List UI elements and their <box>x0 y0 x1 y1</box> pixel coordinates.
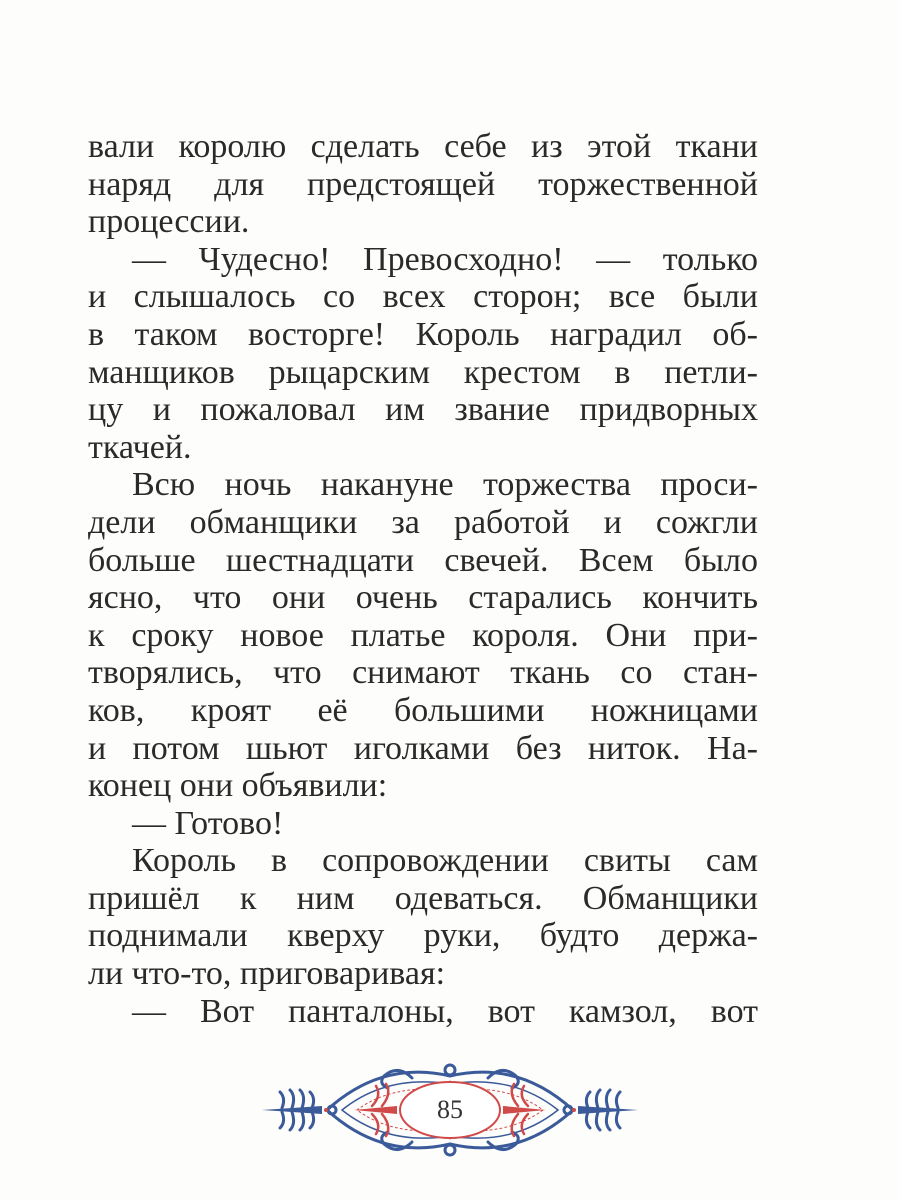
text-line: творялись, что снимают ткань со стан- <box>88 654 758 692</box>
text-line: в таком восторге! Король наградил об- <box>88 315 758 353</box>
text-line: дели обманщики за работой и сожгли <box>88 503 758 541</box>
text-line: ков, кроят её большими ножницами <box>88 691 758 729</box>
page-number: 85 <box>437 1095 463 1124</box>
text-line: — Чудесно! Превосходно! — только <box>132 240 758 278</box>
text-line: вали королю сделать себе из этой ткани <box>88 128 758 165</box>
text-line: — Готово! <box>132 804 284 842</box>
text-line: ткачей. <box>88 428 192 466</box>
text-line: наряд для предстоящей торжественной <box>88 165 758 203</box>
text-line: ли что-то, приговаривая: <box>88 955 446 993</box>
text-line: цу и пожаловал им звание придворных <box>88 391 758 429</box>
text-line: ясно, что они очень старались кончить <box>88 579 758 617</box>
text-line: и слышалось со всех сторон; все были <box>88 278 758 316</box>
text-line: к сроку новое платье короля. Они при- <box>88 616 758 654</box>
body-text <box>88 128 758 1030</box>
text-line: больше шестнадцати свечей. Всем было <box>88 541 758 579</box>
text-line: Король в сопровождении свиты сам <box>132 842 758 880</box>
text-line: пришёл к ним одеваться. Обманщики <box>88 879 758 917</box>
text-line: и потом шьют иголками без ниток. На- <box>88 729 758 767</box>
text-line: — Вот панталоны, вот камзол, вот <box>132 992 758 1030</box>
text-line: конец они объявили: <box>88 767 388 805</box>
text-line: манщиков рыцарским крестом в петли- <box>88 353 758 391</box>
text-line: Всю ночь накануне торжества проси- <box>132 466 758 504</box>
text-line: поднимали кверху руки, будто держа- <box>88 917 758 955</box>
text-line: процессии. <box>88 203 250 241</box>
